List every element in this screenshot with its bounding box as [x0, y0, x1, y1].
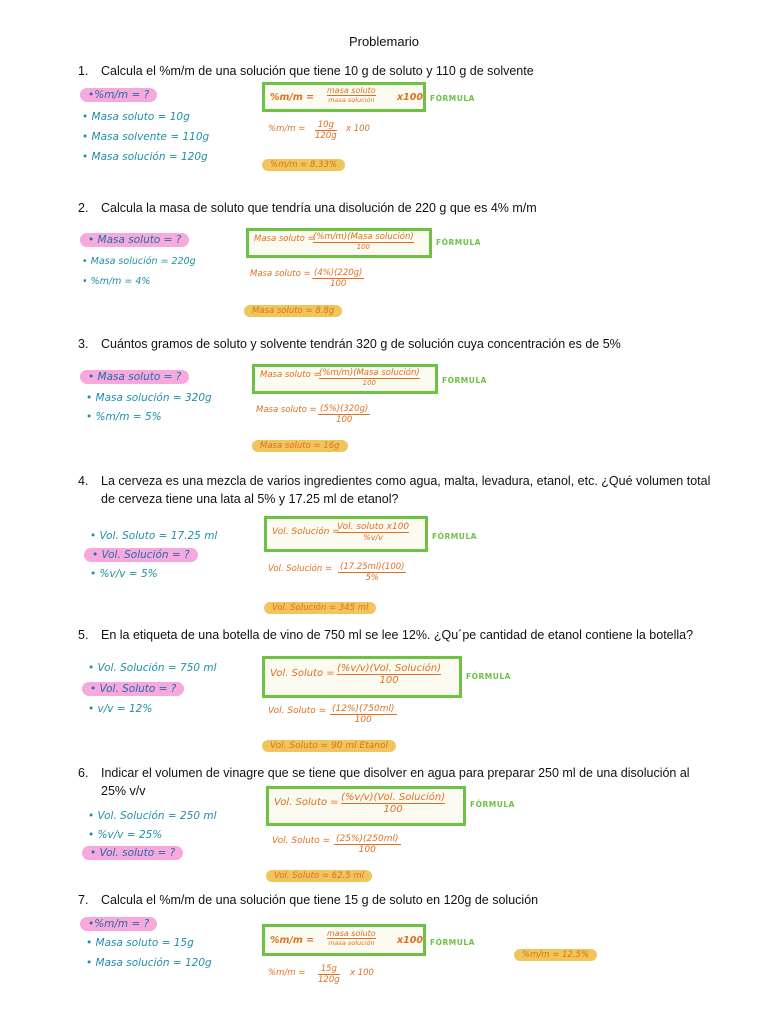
calculation: Vol. Solución = $\frac{(17.25ml)(100)}{5\%}$ — [268, 562, 405, 583]
calculation: Masa soluto = $\frac{(5\%)(320g)}{100}$ — [256, 404, 369, 425]
formula-tag: FÓRMULA — [470, 800, 515, 809]
given-item: • Masa solución = 320g — [86, 392, 212, 404]
problem-5: 5. En la etiqueta de una botella de vino de 750 ml se lee 12%. ¿Qu´pe cantidad de etanol contiene la botella? — [78, 628, 694, 642]
problem-4: 4. La cerveza es una mezcla de varios ingredientes como agua, malta, levadura, etanol, etc. ¿Qué volumen total de cerveza tiene una lata al 5% y 17.25 ml de etanol? — [78, 474, 711, 506]
given-unknown: • Masa soluto = ? — [80, 370, 189, 384]
given-item: • Masa solución = 120g — [86, 957, 212, 969]
formula-box: %m/m = masa soluto masa solución x100 — [262, 924, 426, 956]
given-item: • %v/v = 5% — [90, 568, 158, 580]
given-unknown: • Vol. Solución = ? — [84, 548, 198, 562]
result-badge: %m/m = 8.33% — [262, 159, 345, 171]
problem-3: 3. Cuántos gramos de soluto y solvente tendrán 320 g de solución cuya concentración es de 5% — [78, 337, 621, 351]
formula-box: Vol. Soluto = (%v/v)(Vol. Solución) 100 — [262, 656, 462, 698]
calculation: %m/m = $\frac{10g}{120g}$ x 100 — [268, 120, 370, 141]
formula-tag: FÓRMULA — [432, 532, 477, 541]
formula-box: Masa soluto = (%m/m)(Masa solución) 100 — [252, 364, 438, 394]
given-unknown: • Masa soluto = ? — [80, 233, 189, 247]
given-unknown: •%m/m = ? — [80, 917, 157, 931]
page-title: Problemario — [348, 34, 420, 49]
given-item: • Vol. Soluto = 17.25 ml — [90, 530, 218, 542]
given-item: • Vol. Solución = 250 ml — [88, 810, 217, 822]
formula-tag: FÓRMULA — [466, 672, 511, 681]
given-item: • Masa solución = 120g — [82, 151, 208, 163]
given-item: • v/v = 12% — [88, 703, 153, 715]
problem-7: 7. Calcula el %m/m de una solución que tiene 15 g de soluto en 120g de solución — [78, 893, 539, 907]
given-unknown: • Vol. soluto = ? — [82, 846, 183, 860]
result-badge: Masa soluto = 16g — [252, 440, 348, 452]
formula-box: Vol. Soluto = (%v/v)(Vol. Solución) 100 — [266, 786, 466, 826]
formula-tag: FÓRMULA — [430, 94, 475, 103]
formula-box: Vol. Solución = Vol. soluto x100 %v/v — [264, 516, 428, 552]
calculation: Vol. Soluto = $\frac{(12\%)(750ml)}{100}$ — [268, 704, 395, 725]
result-badge: Masa soluto = 8.8g — [244, 305, 342, 317]
given-item: • Masa solución = 220g — [82, 256, 196, 267]
formula-tag: FÓRMULA — [442, 376, 487, 385]
given-unknown: • Vol. Soluto = ? — [82, 682, 184, 696]
formula-box: Masa soluto = (%m/m)(Masa solución) 100 — [246, 228, 432, 258]
calculation: %m/m = $\frac{15g}{120g}$ x 100 — [268, 964, 374, 985]
calculation: Masa soluto = $\frac{(4\%)(220g)}{100}$ — [250, 268, 363, 289]
result-badge: %m/m = 12.5% — [514, 949, 597, 961]
given-item: • %v/v = 25% — [88, 829, 163, 841]
result-badge: Vol. Soluto = 90 ml Etanol — [262, 740, 396, 752]
given-item: • %m/m = 4% — [82, 276, 151, 287]
given-item: • Masa solvente = 110g — [82, 131, 210, 143]
given-item: • Vol. Solución = 750 ml — [88, 662, 217, 674]
calculation: Vol. Soluto = $\frac{(25\%)(250ml)}{100}$ — [272, 834, 399, 855]
problem-6: 6. Indicar el volumen de vinagre que se tiene que disolver en agua para preparar 250 ml de una disolución al 25% v/v — [78, 766, 690, 798]
result-badge: Vol. Soluto = 62.5 ml — [266, 870, 372, 882]
formula-box: %m/m = masa soluto masa solución x100 — [262, 82, 426, 112]
problem-1: 1. Calcula el %m/m de una solución que tiene 10 g de soluto y 110 g de solvente — [78, 64, 534, 78]
result-badge: Vol. Solución = 345 ml — [264, 602, 376, 614]
given-unknown: •%m/m = ? — [80, 88, 157, 102]
problem-2: 2. Calcula la masa de soluto que tendría una disolución de 220 g que es 4% m/m — [78, 201, 537, 215]
formula-tag: FÓRMULA — [436, 238, 481, 247]
given-item: • Masa soluto = 15g — [86, 937, 194, 949]
given-item: • Masa soluto = 10g — [82, 111, 190, 123]
given-item: • %m/m = 5% — [86, 411, 162, 423]
formula-tag: FÓRMULA — [430, 938, 475, 947]
